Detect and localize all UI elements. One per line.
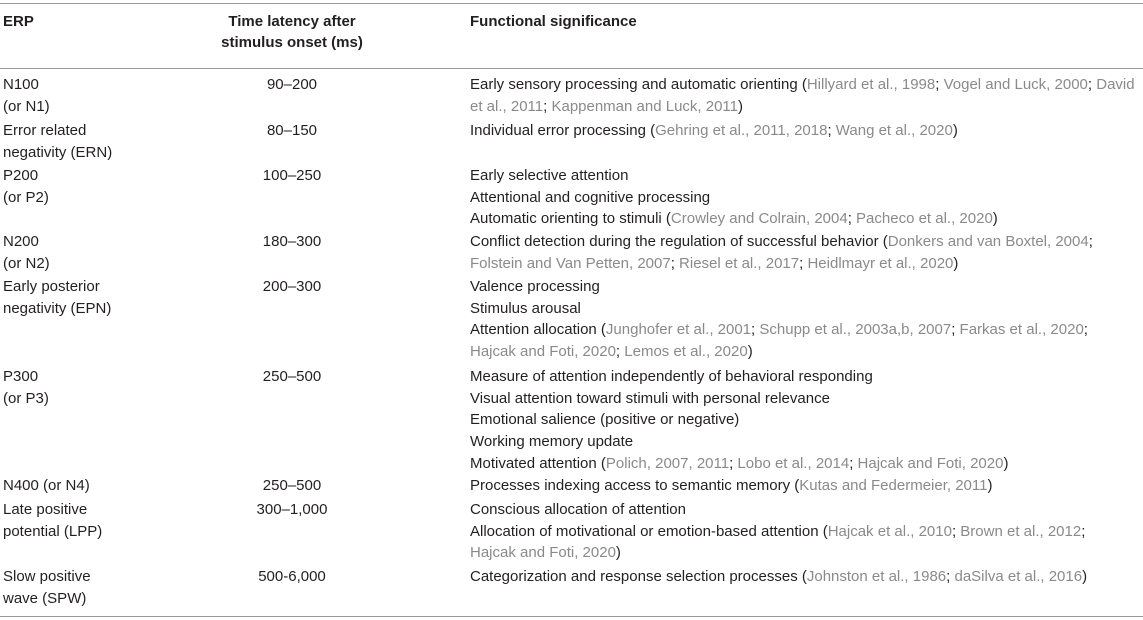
function-text: ; (951, 321, 960, 339)
latency-cell: 500-6,000 (258, 568, 326, 585)
function-cell (470, 276, 1138, 363)
erp-cell (3, 366, 153, 409)
function-line (470, 187, 1138, 209)
header-latency (150, 11, 434, 53)
function-cell (470, 366, 1138, 475)
citation-link[interactable]: Riesel et al., 2017 (679, 254, 800, 272)
function-line (470, 409, 1138, 431)
function-line (470, 499, 1138, 521)
function-text: ; (849, 454, 858, 472)
erp-name-line: (or P3) (3, 389, 49, 407)
function-text: Categorization and response selection processes ( (470, 568, 807, 585)
header-erp: ERP (3, 13, 34, 30)
function-line (470, 298, 1138, 320)
function-text: ; (1087, 76, 1097, 93)
function-line (470, 231, 1138, 253)
function-text: ; (951, 522, 961, 540)
function-text: Automatic orienting to stimuli ( (470, 210, 671, 228)
citation-link[interactable]: Hajcak and Foti, 2020 (470, 544, 616, 562)
erp-name-line: Slow positive (3, 568, 91, 585)
citation-link[interactable]: Heidlmayr et al., 2020 (807, 254, 954, 272)
function-text: Allocation of motivational or emotion-based attention ( (470, 522, 828, 540)
latency-cell: 80–150 (266, 122, 318, 139)
function-cell (470, 165, 1138, 230)
latency-cell: 250–500 (262, 368, 322, 385)
erp-name-line: negativity (EPN) (3, 299, 112, 317)
citation-link[interactable]: Pacheco et al., 2020 (856, 210, 993, 228)
function-text: ; (847, 210, 857, 228)
function-text: ) (615, 544, 621, 562)
function-line (470, 74, 1138, 96)
erp-name-line: N200 (3, 233, 39, 250)
function-text: ; (543, 97, 552, 115)
function-text: Conscious allocation of attention (470, 501, 686, 518)
erp-name-line: N400 (or N4) (3, 477, 90, 494)
erp-name-line: Error related (3, 122, 87, 139)
function-text: ; (946, 568, 955, 585)
function-line (470, 165, 1138, 187)
erp-name-line: wave (SPW) (3, 589, 87, 607)
header-latency-line1: Time latency after (228, 13, 356, 30)
function-line (470, 366, 1138, 388)
citation-link[interactable]: Johnston et al., 1986 (806, 568, 947, 585)
latency-cell: 250–500 (262, 477, 322, 494)
function-text: Individual error processing ( (470, 122, 656, 139)
function-line (470, 253, 1138, 275)
function-text: ; (1088, 233, 1093, 250)
erp-cell (3, 499, 153, 542)
citation-link[interactable]: Brown et al., 2012 (960, 522, 1082, 540)
function-text: ; (827, 122, 836, 139)
latency-cell: 200–300 (262, 278, 322, 295)
function-text: ; (670, 254, 680, 272)
citation-link[interactable]: Hajcak and Foti, 2020 (857, 454, 1004, 472)
function-text: ) (952, 122, 958, 139)
function-text: ) (1082, 568, 1088, 585)
erp-name-line: P300 (3, 368, 39, 385)
function-text: ) (738, 97, 744, 115)
function-text: ; (1083, 321, 1088, 339)
citation-link[interactable]: Folstein and Van Petten, 2007 (470, 254, 671, 272)
header-latency-line2: stimulus onset (ms) (221, 34, 363, 51)
function-line (470, 341, 1138, 363)
function-text: ; (729, 454, 738, 472)
citation-link[interactable]: Crowley and Colrain, 2004 (670, 210, 848, 228)
latency-cell: 90–200 (266, 76, 318, 93)
citation-link[interactable]: Kutas and Federmeier, 2011 (799, 477, 988, 494)
function-line (470, 319, 1138, 341)
latency-cell: 180–300 (262, 233, 322, 250)
citation-link[interactable]: Donkers and van Boxtel, 2004 (887, 233, 1089, 250)
erp-name-line: P200 (3, 167, 39, 184)
function-line (470, 431, 1138, 453)
citation-link[interactable]: Hajcak and Foti, 2020 (470, 343, 616, 361)
function-line (470, 475, 1138, 497)
citation-link[interactable]: Lobo et al., 2014 (737, 454, 850, 472)
function-text: ) (1003, 454, 1009, 472)
function-text: ) (987, 477, 993, 494)
function-cell (470, 231, 1138, 274)
function-line (470, 276, 1138, 298)
function-cell (470, 74, 1138, 117)
latency-cell: 100–250 (262, 167, 322, 184)
erp-name-line: Early posterior (3, 278, 100, 295)
function-text: ) (747, 343, 753, 361)
function-text: ; (799, 254, 808, 272)
citation-link[interactable]: Kappenman and Luck, 2011 (551, 97, 739, 115)
table-top-rule (0, 3, 1143, 4)
function-text: Working memory update (470, 433, 634, 451)
function-line (470, 388, 1138, 410)
function-text: Processes indexing access to semantic memory ( (470, 477, 800, 494)
citation-link[interactable]: David (1096, 76, 1135, 93)
function-line (470, 566, 1138, 588)
function-line (470, 521, 1138, 543)
citation-link[interactable]: et al., 2011 (470, 97, 544, 115)
erp-cell (3, 120, 153, 163)
function-text: Emotional salience (positive or negative) (470, 411, 740, 429)
citation-link[interactable]: Polich, 2007, 2011 (605, 454, 730, 472)
function-text: Visual attention toward stimuli with personal relevance (470, 389, 830, 407)
erp-cell (3, 231, 153, 274)
citation-link[interactable]: daSilva et al., 2016 (954, 568, 1083, 585)
function-text: ; (615, 343, 625, 361)
function-text: Valence processing (470, 278, 600, 295)
function-text: Early sensory processing and automatic orienting ( (470, 76, 807, 93)
function-line (470, 96, 1138, 118)
erp-name-line: (or N1) (3, 97, 50, 115)
function-line (470, 453, 1138, 475)
citation-link[interactable]: Gehring et al., 2011, 2018 (655, 122, 828, 139)
erp-name-line: negativity (ERN) (3, 143, 113, 161)
function-line (470, 120, 1138, 142)
table-bottom-rule (0, 616, 1143, 617)
citation-link[interactable]: Junghofer et al., 2001 (605, 321, 752, 339)
erp-cell (3, 165, 153, 208)
erp-cell (3, 566, 153, 609)
citation-link[interactable]: Schupp et al., 2003a,b, 2007 (759, 321, 952, 339)
function-text: Attention allocation ( (470, 321, 606, 339)
function-line (470, 208, 1138, 230)
function-cell (470, 499, 1138, 564)
function-text: Early selective attention (470, 167, 629, 184)
function-text: ; (1081, 522, 1086, 540)
function-line (470, 542, 1138, 564)
erp-cell (3, 276, 153, 319)
header-function: Functional significance (470, 13, 637, 30)
function-text: Measure of attention independently of behavioral responding (470, 368, 873, 385)
function-cell (470, 566, 1138, 588)
erp-cell (3, 74, 153, 117)
header-rule (0, 68, 1143, 69)
function-text: Stimulus arousal (470, 299, 581, 317)
function-cell (470, 120, 1138, 142)
citation-link[interactable]: Vogel and Luck, 2000 (943, 76, 1088, 93)
function-text: Conflict detection during the regulation of successful behavior ( (470, 233, 888, 250)
erp-name-line: potential (LPP) (3, 522, 103, 540)
erp-name-line: Late positive (3, 501, 88, 518)
erp-name-line: (or N2) (3, 254, 50, 272)
erp-name-line: (or P2) (3, 188, 49, 206)
function-text: ; (751, 321, 760, 339)
function-text: Attentional and cognitive processing (470, 188, 711, 206)
function-cell (470, 475, 1138, 497)
erp-name-line: N100 (3, 76, 39, 93)
function-text: Motivated attention ( (470, 454, 606, 472)
citation-link[interactable]: Hillyard et al., 1998 (806, 76, 936, 93)
citation-link[interactable]: Lemos et al., 2020 (624, 343, 748, 361)
citation-link[interactable]: Wang et al., 2020 (835, 122, 953, 139)
citation-link[interactable]: Hajcak et al., 2010 (827, 522, 952, 540)
function-text: ) (992, 210, 998, 228)
citation-link[interactable]: Farkas et al., 2020 (959, 321, 1084, 339)
erp-cell (3, 475, 153, 497)
latency-cell: 300–1,000 (256, 501, 328, 518)
function-text: ) (953, 254, 959, 272)
function-text: ; (935, 76, 944, 93)
